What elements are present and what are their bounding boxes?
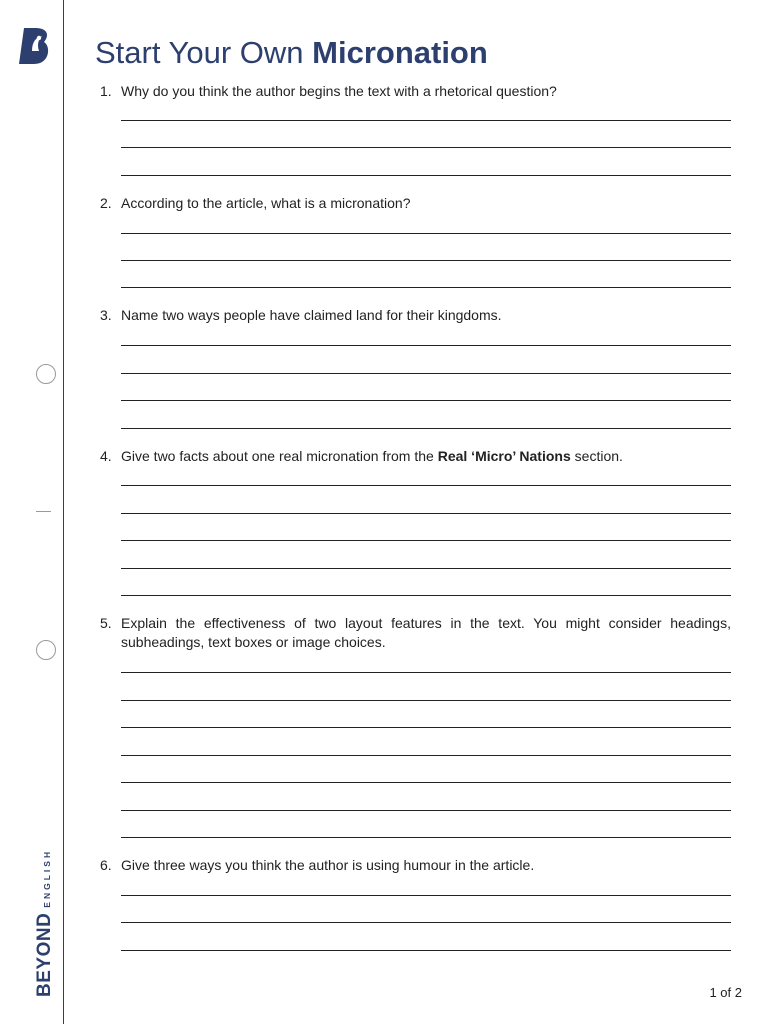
- answer-line[interactable]: [121, 755, 731, 756]
- question-number: 1.: [100, 83, 112, 99]
- beyond-english-brand: [34, 849, 56, 997]
- answer-line[interactable]: [121, 922, 731, 923]
- answer-line[interactable]: [121, 700, 731, 701]
- answer-line[interactable]: [121, 147, 731, 148]
- answer-line[interactable]: [121, 837, 731, 838]
- question-text: [121, 447, 731, 466]
- answer-line[interactable]: [121, 950, 731, 951]
- fold-mark: [36, 511, 51, 512]
- question-number: 2.: [100, 195, 112, 211]
- answer-line[interactable]: [121, 540, 731, 541]
- question-1: [100, 82, 731, 101]
- question-text: Why do you think the author begins the text with a rhetorical question?: [121, 83, 557, 99]
- answer-line[interactable]: [121, 287, 731, 288]
- answer-line[interactable]: [121, 568, 731, 569]
- question-4: [100, 447, 731, 466]
- page-title: [95, 34, 488, 72]
- answer-line[interactable]: [121, 260, 731, 261]
- answer-line[interactable]: [121, 175, 731, 176]
- answer-line[interactable]: [121, 810, 731, 811]
- question-text: Explain the effectiveness of two layout features in the text. You might consider headings, subheadings, text boxes or image choices.: [121, 615, 731, 650]
- question-number: 6.: [100, 857, 112, 873]
- answer-line[interactable]: [121, 428, 731, 429]
- question-text-before: Give two facts about one real micronation from the: [121, 448, 438, 464]
- answer-line[interactable]: [121, 895, 731, 896]
- answer-line[interactable]: [121, 485, 731, 486]
- answer-line[interactable]: [121, 672, 731, 673]
- answer-line[interactable]: [121, 400, 731, 401]
- question-number: 4.: [100, 448, 112, 464]
- section-name: Real ‘Micro’ Nations: [437, 448, 571, 464]
- question-text: According to the article, what is a micronation?: [121, 195, 411, 211]
- question-text-after: section.: [570, 448, 623, 464]
- answer-line[interactable]: [121, 120, 731, 121]
- question-2: [100, 194, 731, 213]
- answer-line[interactable]: [121, 345, 731, 346]
- answer-line[interactable]: [121, 595, 731, 596]
- answer-line[interactable]: [121, 373, 731, 374]
- left-margin-line: [63, 0, 64, 1024]
- question-3: [100, 306, 731, 325]
- brand-subname: ENGLISH: [42, 848, 52, 908]
- question-text: Give three ways you think the author is using humour in the article.: [121, 857, 535, 873]
- beyond-b-logo-icon: [16, 26, 52, 66]
- answer-line[interactable]: [121, 727, 731, 728]
- title-regular: Start Your Own: [95, 35, 304, 70]
- question-text: Name two ways people have claimed land for their kingdoms.: [121, 307, 502, 323]
- question-6: [100, 856, 731, 875]
- brand-name: BEYOND: [34, 912, 55, 997]
- page-number: 1 of 2: [709, 985, 742, 1000]
- answer-line[interactable]: [121, 782, 731, 783]
- punch-hole-mark: [36, 640, 56, 660]
- title-bold: Micronation: [312, 35, 488, 70]
- question-5: [100, 614, 731, 652]
- question-number: 3.: [100, 307, 112, 323]
- answer-line[interactable]: [121, 513, 731, 514]
- punch-hole-mark: [36, 364, 56, 384]
- answer-line[interactable]: [121, 233, 731, 234]
- question-number: 5.: [100, 615, 112, 631]
